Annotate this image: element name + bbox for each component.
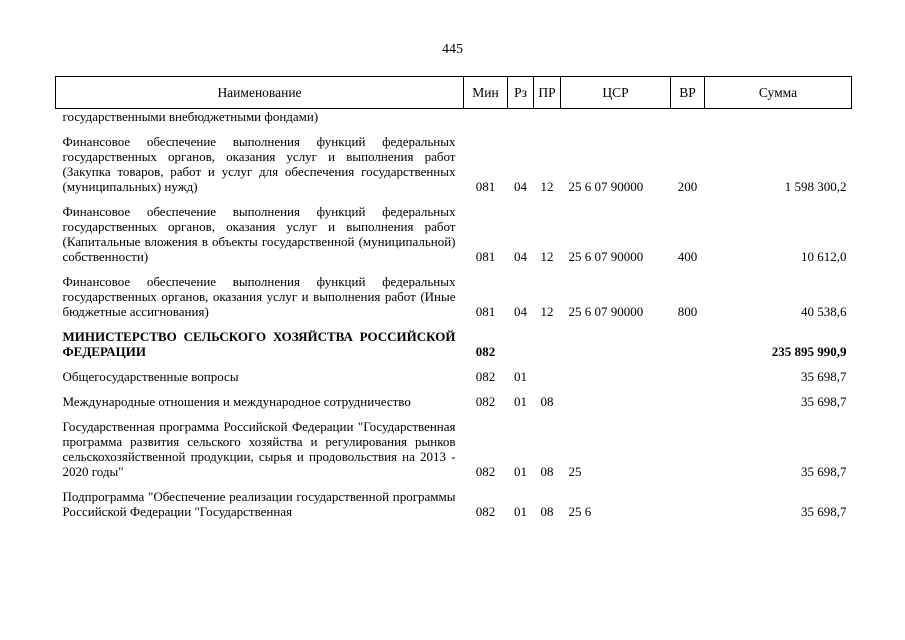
row-sum: 35 698,7 xyxy=(801,504,847,519)
header-min: Мин xyxy=(464,77,508,109)
row-name: Финансовое обеспечение выполнения функций федеральных государственных органов, оказания услуг и выполнения работ (Капитальные вложения в объекты государственной (муниципальной) собственности) xyxy=(62,204,456,264)
row-name: Финансовое обеспечение выполнения функций федеральных государственных органов, оказания услуг и выполнения работ (Иные бюджетные ассигнования) xyxy=(62,274,456,319)
row-min: 082 xyxy=(475,464,496,479)
row-sum: 40 538,6 xyxy=(801,304,847,319)
row-vr xyxy=(671,394,705,409)
row-vr xyxy=(671,329,705,359)
row-rz: 01 xyxy=(514,394,527,409)
row-csr: 25 6 xyxy=(568,504,592,519)
row-min: 081 xyxy=(475,304,496,319)
row-rz: 01 xyxy=(514,369,527,384)
row-name: Международные отношения и международное сотрудничество xyxy=(62,394,411,409)
row-name: МИНИСТЕРСТВО СЕЛЬСКОГО ХОЗЯЙСТВА РОССИЙСКОЙ ФЕДЕРАЦИИ xyxy=(62,329,456,359)
table-row xyxy=(56,394,852,409)
row-name: Подпрограмма "Обеспечение реализации государственной программы Российской Федерации "Государственная xyxy=(62,489,456,519)
row-min: 081 xyxy=(475,249,496,264)
row-csr xyxy=(561,394,671,409)
row-sum: 235 895 990,9 xyxy=(771,344,847,359)
row-vr: 200 xyxy=(677,179,698,194)
row-name: Государственная программа Российской Федерации "Государственная программа развития сельского хозяйства и регулирования рынков сельскохозяйственной продукции, сырья и продовольствия на 2013 - 2020 годы" xyxy=(62,419,456,479)
table-row xyxy=(56,134,852,194)
row-sum: 35 698,7 xyxy=(801,369,847,384)
row-vr xyxy=(671,419,705,479)
header-sum: Сумма xyxy=(705,77,852,109)
row-rz: 04 xyxy=(514,304,527,319)
row-rz xyxy=(508,329,534,359)
header-rz: Рз xyxy=(508,77,534,109)
table-row-ministry xyxy=(56,329,852,359)
row-csr: 25 6 07 90000 xyxy=(568,179,644,194)
row-pr xyxy=(534,329,561,359)
carry-over-text: государственными внебюджетными фондами) xyxy=(62,109,319,124)
row-name: Финансовое обеспечение выполнения функций федеральных государственных органов, оказания услуг и выполнения работ (Закупка товаров, работ и услуг для обеспечения государственных (муниципальных) нужд) xyxy=(62,134,456,194)
row-csr: 25 6 07 90000 xyxy=(568,249,644,264)
row-min: 082 xyxy=(475,504,496,519)
table-row xyxy=(56,204,852,264)
header-pr: ПР xyxy=(534,77,561,109)
table-row xyxy=(56,274,852,319)
row-pr: 12 xyxy=(540,249,554,264)
row-vr xyxy=(671,369,705,384)
row-csr xyxy=(561,369,671,384)
row-vr: 400 xyxy=(677,249,698,264)
row-pr: 08 xyxy=(540,464,554,479)
row-min: 082 xyxy=(475,369,496,384)
table-row xyxy=(56,419,852,479)
row-sum: 1 598 300,2 xyxy=(784,179,847,194)
row-min: 082 xyxy=(475,344,496,359)
header-csr: ЦСР xyxy=(561,77,671,109)
row-csr: 25 xyxy=(568,464,582,479)
row-rz: 04 xyxy=(514,249,527,264)
row-sum: 10 612,0 xyxy=(801,249,847,264)
row-pr: 08 xyxy=(540,394,554,409)
page-number: 445 xyxy=(442,42,463,57)
row-csr xyxy=(561,329,671,359)
row-sum: 35 698,7 xyxy=(801,394,847,409)
header-name: Наименование xyxy=(56,77,464,109)
row-pr: 12 xyxy=(540,179,554,194)
row-pr xyxy=(534,369,561,384)
carry-over-row xyxy=(56,109,852,125)
header-row xyxy=(56,77,852,109)
row-vr xyxy=(671,489,705,519)
row-name: Общегосударственные вопросы xyxy=(62,369,239,384)
budget-table xyxy=(55,76,852,519)
table-row xyxy=(56,489,852,519)
row-min: 082 xyxy=(475,394,496,409)
row-min: 081 xyxy=(475,179,496,194)
header-vr: ВР xyxy=(671,77,705,109)
row-pr: 08 xyxy=(540,504,554,519)
row-rz: 04 xyxy=(514,179,527,194)
row-rz: 01 xyxy=(514,504,527,519)
row-csr: 25 6 07 90000 xyxy=(568,304,644,319)
row-vr: 800 xyxy=(677,304,698,319)
row-rz: 01 xyxy=(514,464,527,479)
row-sum: 35 698,7 xyxy=(801,464,847,479)
table-row xyxy=(56,369,852,384)
row-pr: 12 xyxy=(540,304,554,319)
